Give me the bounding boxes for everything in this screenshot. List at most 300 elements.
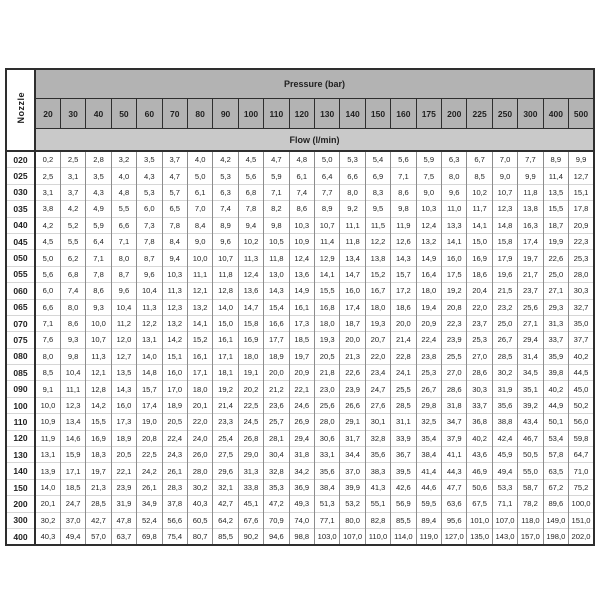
pressure-col-header: 130: [314, 99, 339, 129]
flow-value-cell: 41,4: [416, 463, 441, 479]
flow-value-cell: 28,5: [492, 348, 517, 364]
flow-value-cell: 10,2: [467, 184, 492, 200]
table-row: [6, 299, 594, 315]
flow-value-cell: 78,2: [518, 496, 543, 512]
flow-value-cell: 16,4: [416, 266, 441, 282]
pressure-col-header: 70: [162, 99, 187, 129]
flow-value-cell: 19,7: [518, 250, 543, 266]
flow-value-cell: 14,8: [137, 365, 162, 381]
flow-value-cell: 8,5: [467, 168, 492, 184]
flow-value-cell: 27,0: [442, 365, 467, 381]
flow-value-cell: 14,9: [416, 250, 441, 266]
flow-value-cell: 15,5: [543, 201, 568, 217]
flow-value-cell: 9,2: [340, 201, 365, 217]
flow-value-cell: 2,8: [86, 151, 111, 168]
flow-value-cell: 43,6: [467, 447, 492, 463]
flow-value-cell: 12,3: [60, 397, 85, 413]
flow-value-cell: 8,2: [264, 201, 289, 217]
flow-value-cell: 13,5: [111, 365, 136, 381]
flow-value-cell: 46,9: [467, 463, 492, 479]
flow-value-cell: 27,6: [365, 397, 390, 413]
flow-value-cell: 35,3: [264, 479, 289, 495]
flow-value-cell: 20,8: [442, 299, 467, 315]
flow-value-cell: 5,6: [35, 266, 60, 282]
flow-value-cell: 35,6: [365, 447, 390, 463]
flow-value-cell: 8,0: [35, 348, 60, 364]
flow-value-cell: 17,1: [213, 348, 238, 364]
flow-value-cell: 6,5: [162, 201, 187, 217]
flow-value-cell: 9,6: [111, 283, 136, 299]
flow-value-cell: 17,4: [518, 233, 543, 249]
flow-value-cell: 15,7: [137, 381, 162, 397]
flow-value-cell: 6,4: [314, 168, 339, 184]
nozzle-label: 100: [6, 397, 35, 413]
flow-value-cell: 22,0: [365, 348, 390, 364]
flow-value-cell: 25,0: [492, 315, 517, 331]
flow-value-cell: 3,1: [60, 168, 85, 184]
flow-value-cell: 17,1: [60, 463, 85, 479]
flow-value-cell: 29,4: [289, 430, 314, 446]
flow-value-cell: 11,8: [340, 233, 365, 249]
flow-value-cell: 29,4: [518, 332, 543, 348]
flow-value-cell: 23,9: [111, 479, 136, 495]
flow-value-cell: 50,1: [543, 414, 568, 430]
flow-value-cell: 8,7: [137, 250, 162, 266]
flow-value-cell: 16,1: [187, 348, 212, 364]
flow-value-cell: 13,2: [416, 233, 441, 249]
flow-value-cell: 44,9: [543, 397, 568, 413]
flow-value-cell: 7,3: [137, 217, 162, 233]
flow-value-cell: 40,2: [569, 348, 594, 364]
flow-value-cell: 16,6: [264, 315, 289, 331]
flow-value-cell: 42,7: [86, 512, 111, 528]
nozzle-label: 030: [6, 184, 35, 200]
flow-value-cell: 12,4: [289, 250, 314, 266]
flow-value-cell: 10,3: [162, 266, 187, 282]
flow-value-cell: 40,3: [187, 496, 212, 512]
flow-value-cell: 30,6: [314, 430, 339, 446]
flow-value-cell: 6,1: [187, 184, 212, 200]
flow-value-cell: 26,8: [238, 430, 263, 446]
flow-value-cell: 23,0: [314, 381, 339, 397]
flow-value-cell: 21,8: [314, 365, 339, 381]
flow-value-cell: 4,5: [238, 151, 263, 168]
flow-value-cell: 6,6: [340, 168, 365, 184]
flow-value-cell: 15,1: [162, 348, 187, 364]
flow-value-cell: 20,0: [264, 365, 289, 381]
flow-value-cell: 118,0: [518, 512, 543, 528]
flow-value-cell: 27,1: [543, 283, 568, 299]
flow-value-cell: 38,8: [492, 414, 517, 430]
pressure-col-header: 20: [35, 99, 60, 129]
flow-value-cell: 12,7: [111, 348, 136, 364]
flow-value-cell: 24,1: [391, 365, 416, 381]
table-row: [6, 315, 594, 331]
table-row: [6, 463, 594, 479]
flow-value-cell: 16,0: [340, 283, 365, 299]
flow-value-cell: 16,0: [162, 365, 187, 381]
flow-header: Flow (l/min): [35, 129, 594, 152]
flow-value-cell: 14,1: [314, 266, 339, 282]
flow-value-cell: 22,3: [569, 233, 594, 249]
flow-value-cell: 8,4: [187, 217, 212, 233]
pressure-col-header: 90: [213, 99, 238, 129]
flow-value-cell: 18,5: [289, 332, 314, 348]
flow-value-cell: 100,0: [569, 496, 594, 512]
flow-value-cell: 13,5: [543, 184, 568, 200]
flow-value-cell: 6,4: [86, 233, 111, 249]
flow-value-cell: 18,0: [416, 283, 441, 299]
flow-value-cell: 53,3: [492, 479, 517, 495]
flow-value-cell: 95,6: [442, 512, 467, 528]
flow-value-cell: 8,4: [162, 233, 187, 249]
nozzle-label: 070: [6, 315, 35, 331]
pressure-col-header: 120: [289, 99, 314, 129]
nozzle-column-header: [6, 69, 35, 151]
flow-value-cell: 8,7: [111, 266, 136, 282]
flow-value-cell: 7,8: [137, 233, 162, 249]
flow-value-cell: 12,2: [137, 315, 162, 331]
flow-value-cell: 16,0: [442, 250, 467, 266]
flow-value-cell: 10,4: [60, 365, 85, 381]
flow-value-cell: 19,9: [543, 233, 568, 249]
flow-value-cell: 31,4: [518, 348, 543, 364]
flow-value-cell: 10,5: [264, 233, 289, 249]
flow-value-cell: 10,0: [187, 250, 212, 266]
pressure-col-header: 225: [467, 99, 492, 129]
flow-value-cell: 16,1: [213, 332, 238, 348]
flow-value-cell: 44,5: [569, 365, 594, 381]
flow-value-cell: 25,3: [569, 250, 594, 266]
flow-value-cell: 11,1: [340, 217, 365, 233]
flow-value-cell: 6,1: [289, 168, 314, 184]
flow-value-cell: 151,0: [569, 512, 594, 528]
flow-value-cell: 25,5: [442, 348, 467, 364]
flow-value-cell: 67,6: [238, 512, 263, 528]
flow-value-cell: 6,6: [35, 299, 60, 315]
flow-value-cell: 24,0: [187, 430, 212, 446]
flow-value-cell: 13,1: [137, 332, 162, 348]
flow-value-cell: 4,2: [60, 201, 85, 217]
flow-value-cell: 31,1: [391, 414, 416, 430]
flow-value-cell: 6,0: [137, 201, 162, 217]
table-row: [6, 250, 594, 266]
flow-value-cell: 37,0: [340, 463, 365, 479]
nozzle-label: 200: [6, 496, 35, 512]
flow-value-cell: 5,6: [238, 168, 263, 184]
table-row: [6, 201, 594, 217]
flow-value-cell: 69,8: [137, 528, 162, 545]
flow-value-cell: 30,1: [365, 414, 390, 430]
flow-value-cell: 22,6: [340, 365, 365, 381]
pressure-col-header: 60: [137, 99, 162, 129]
flow-value-cell: 35,0: [569, 315, 594, 331]
flow-value-cell: 9,8: [60, 348, 85, 364]
flow-value-cell: 14,7: [238, 299, 263, 315]
flow-value-cell: 127,0: [442, 528, 467, 545]
flow-value-cell: 18,9: [264, 348, 289, 364]
flow-value-cell: 13,1: [35, 447, 60, 463]
flow-value-cell: 9,5: [365, 201, 390, 217]
flow-value-cell: 16,9: [238, 332, 263, 348]
nozzle-label: 065: [6, 299, 35, 315]
nozzle-label: 130: [6, 447, 35, 463]
flow-value-cell: 2,5: [60, 151, 85, 168]
flow-value-cell: 58,7: [518, 479, 543, 495]
flow-value-cell: 50,6: [467, 479, 492, 495]
flow-value-cell: 4,3: [86, 184, 111, 200]
flow-value-cell: 37,0: [60, 512, 85, 528]
flow-value-cell: 11,8: [518, 184, 543, 200]
flow-value-cell: 25,3: [416, 365, 441, 381]
flow-value-cell: 4,2: [213, 151, 238, 168]
flow-value-cell: 21,2: [264, 381, 289, 397]
flow-value-cell: 11,1: [187, 266, 212, 282]
flow-value-cell: 33,9: [391, 430, 416, 446]
flow-value-cell: 103,0: [314, 528, 339, 545]
flow-value-cell: 14,2: [162, 332, 187, 348]
flow-value-cell: 4,9: [86, 201, 111, 217]
table-row: [6, 512, 594, 528]
nozzle-label: 075: [6, 332, 35, 348]
flow-value-cell: 14,3: [264, 283, 289, 299]
flow-value-cell: 5,3: [137, 184, 162, 200]
flow-value-cell: 47,8: [111, 512, 136, 528]
flow-value-cell: 9,0: [416, 184, 441, 200]
flow-title-row: [6, 129, 594, 152]
flow-value-cell: 7,7: [518, 151, 543, 168]
flow-value-cell: 80,0: [340, 512, 365, 528]
table-body: [6, 151, 594, 545]
flow-value-cell: 11,8: [264, 250, 289, 266]
flow-value-cell: 14,6: [60, 430, 85, 446]
flow-value-cell: 22,1: [111, 463, 136, 479]
table-row: [6, 381, 594, 397]
flow-value-cell: 22,5: [238, 397, 263, 413]
flow-value-cell: 16,9: [467, 250, 492, 266]
flow-value-cell: 49,3: [289, 496, 314, 512]
flow-value-cell: 19,3: [314, 332, 339, 348]
flow-value-cell: 5,9: [264, 168, 289, 184]
flow-value-cell: 26,6: [340, 397, 365, 413]
flow-value-cell: 38,4: [416, 447, 441, 463]
flow-value-cell: 70,9: [264, 512, 289, 528]
flow-value-cell: 17,4: [340, 299, 365, 315]
flow-value-cell: 77,1: [314, 512, 339, 528]
flow-value-cell: 13,2: [187, 299, 212, 315]
flow-value-cell: 28,5: [86, 496, 111, 512]
flow-value-cell: 5,6: [391, 151, 416, 168]
flow-value-cell: 14,1: [187, 315, 212, 331]
flow-value-cell: 8,9: [543, 151, 568, 168]
flow-value-cell: 5,0: [314, 151, 339, 168]
flow-value-cell: 7,7: [314, 184, 339, 200]
flow-value-cell: 31,7: [340, 430, 365, 446]
flow-value-cell: 11,3: [162, 283, 187, 299]
flow-value-cell: 28,6: [442, 381, 467, 397]
flow-value-cell: 17,2: [391, 283, 416, 299]
flow-value-cell: 40,2: [467, 430, 492, 446]
flow-value-cell: 18,9: [111, 430, 136, 446]
flow-value-cell: 12,3: [162, 299, 187, 315]
flow-value-cell: 45,1: [238, 496, 263, 512]
flow-value-cell: 107,0: [492, 512, 517, 528]
flow-value-cell: 42,4: [492, 430, 517, 446]
flow-value-cell: 6,3: [213, 184, 238, 200]
flow-value-cell: 13,0: [264, 266, 289, 282]
flow-value-cell: 14,3: [111, 381, 136, 397]
flow-value-cell: 38,3: [365, 463, 390, 479]
pressure-col-header: 110: [264, 99, 289, 129]
flow-value-cell: 3,5: [86, 168, 111, 184]
flow-value-cell: 10,4: [111, 299, 136, 315]
table-row: [6, 365, 594, 381]
flow-value-cell: 25,6: [518, 299, 543, 315]
flow-value-cell: 19,3: [365, 315, 390, 331]
pressure-col-header: 50: [111, 99, 136, 129]
flow-value-cell: 20,1: [35, 496, 60, 512]
flow-value-cell: 36,7: [391, 447, 416, 463]
flow-value-cell: 27,5: [213, 447, 238, 463]
flow-value-cell: 43,4: [518, 414, 543, 430]
table-row: [6, 266, 594, 282]
flow-value-cell: 45,0: [569, 381, 594, 397]
table-row: [6, 151, 594, 168]
flow-value-cell: 7,0: [187, 201, 212, 217]
flow-value-cell: 89,6: [543, 496, 568, 512]
flow-value-cell: 71,0: [569, 463, 594, 479]
flow-value-cell: 31,9: [111, 496, 136, 512]
flow-value-cell: 10,9: [289, 233, 314, 249]
flow-value-cell: 67,5: [467, 496, 492, 512]
flow-value-cell: 13,2: [162, 315, 187, 331]
table-row: [6, 479, 594, 495]
flow-value-cell: 10,7: [314, 217, 339, 233]
flow-value-cell: 11,2: [111, 315, 136, 331]
flow-value-cell: 18,5: [60, 479, 85, 495]
flow-value-cell: 14,3: [391, 250, 416, 266]
flow-value-cell: 10,7: [213, 250, 238, 266]
flow-value-cell: 21,7: [518, 266, 543, 282]
flow-value-cell: 6,8: [238, 184, 263, 200]
flow-value-cell: 19,6: [492, 266, 517, 282]
flow-value-cell: 198,0: [543, 528, 568, 545]
flow-value-cell: 20,4: [467, 283, 492, 299]
flow-value-cell: 17,0: [162, 381, 187, 397]
flow-value-cell: 40,3: [35, 528, 60, 545]
flow-value-cell: 21,4: [213, 397, 238, 413]
flow-value-cell: 20,5: [314, 348, 339, 364]
flow-value-cell: 3,7: [162, 151, 187, 168]
flow-value-cell: 9,9: [518, 168, 543, 184]
flow-value-cell: 18,1: [213, 365, 238, 381]
flow-value-cell: 37,9: [442, 430, 467, 446]
nozzle-label: 120: [6, 430, 35, 446]
nozzle-column-label: Nozzle: [15, 91, 26, 124]
flow-value-cell: 9,0: [492, 168, 517, 184]
flow-value-cell: 12,0: [111, 332, 136, 348]
flow-value-cell: 13,8: [518, 201, 543, 217]
flow-value-cell: 50,5: [518, 447, 543, 463]
flow-value-cell: 13,6: [289, 266, 314, 282]
pressure-col-header: 150: [365, 99, 390, 129]
flow-value-cell: 34,5: [518, 365, 543, 381]
flow-value-cell: 5,0: [187, 168, 212, 184]
flow-value-cell: 27,0: [467, 348, 492, 364]
flow-value-cell: 26,1: [162, 463, 187, 479]
flow-value-cell: 26,1: [137, 479, 162, 495]
flow-value-cell: 39,9: [340, 479, 365, 495]
flow-value-cell: 7,1: [86, 250, 111, 266]
flow-value-cell: 11,4: [314, 233, 339, 249]
pressure-col-header: 300: [518, 99, 543, 129]
flow-value-cell: 7,8: [86, 266, 111, 282]
flow-value-cell: 8,0: [60, 299, 85, 315]
flow-value-cell: 8,0: [111, 250, 136, 266]
flow-value-cell: 11,1: [60, 381, 85, 397]
flow-value-cell: 6,6: [111, 217, 136, 233]
flow-value-cell: 20,0: [391, 315, 416, 331]
flow-value-cell: 8,9: [213, 217, 238, 233]
table-row: [6, 496, 594, 512]
nozzle-label: 110: [6, 414, 35, 430]
flow-value-cell: 6,8: [60, 266, 85, 282]
flow-value-cell: 75,2: [569, 479, 594, 495]
nozzle-label: 300: [6, 512, 35, 528]
flow-value-cell: 37,7: [569, 332, 594, 348]
flow-value-cell: 6,9: [365, 168, 390, 184]
table-row: [6, 528, 594, 545]
flow-value-cell: 11,5: [365, 217, 390, 233]
flow-value-cell: 42,6: [391, 479, 416, 495]
flow-value-cell: 17,4: [137, 397, 162, 413]
flow-value-cell: 31,3: [543, 315, 568, 331]
pressure-col-header: 400: [543, 99, 568, 129]
flow-value-cell: 28,0: [314, 414, 339, 430]
flow-value-cell: 59,5: [416, 496, 441, 512]
table-header: [6, 69, 594, 151]
flow-value-cell: 18,6: [391, 299, 416, 315]
flow-value-cell: 23,3: [213, 414, 238, 430]
flow-value-cell: 49,4: [60, 528, 85, 545]
flow-value-cell: 16,1: [289, 299, 314, 315]
flow-value-cell: 56,9: [391, 496, 416, 512]
flow-value-cell: 20,7: [365, 332, 390, 348]
flow-value-cell: 32,8: [365, 430, 390, 446]
flow-value-cell: 74,0: [289, 512, 314, 528]
flow-value-cell: 18,3: [86, 447, 111, 463]
flow-value-cell: 12,4: [416, 217, 441, 233]
table-row: [6, 430, 594, 446]
flow-value-cell: 22,0: [187, 414, 212, 430]
flow-value-cell: 45,9: [492, 447, 517, 463]
flow-value-cell: 56,0: [569, 414, 594, 430]
flow-value-cell: 8,6: [86, 283, 111, 299]
flow-value-cell: 35,6: [314, 463, 339, 479]
flow-value-cell: 60,5: [187, 512, 212, 528]
table-row: [6, 447, 594, 463]
flow-value-cell: 23,9: [340, 381, 365, 397]
flow-value-cell: 29,8: [416, 397, 441, 413]
flow-value-cell: 46,7: [518, 430, 543, 446]
flow-value-cell: 33,7: [467, 397, 492, 413]
flow-value-cell: 63,6: [442, 496, 467, 512]
flow-value-cell: 25,7: [264, 414, 289, 430]
flow-value-cell: 56,6: [162, 512, 187, 528]
flow-value-cell: 34,7: [442, 414, 467, 430]
flow-value-cell: 5,9: [416, 151, 441, 168]
flow-value-cell: 34,2: [289, 463, 314, 479]
